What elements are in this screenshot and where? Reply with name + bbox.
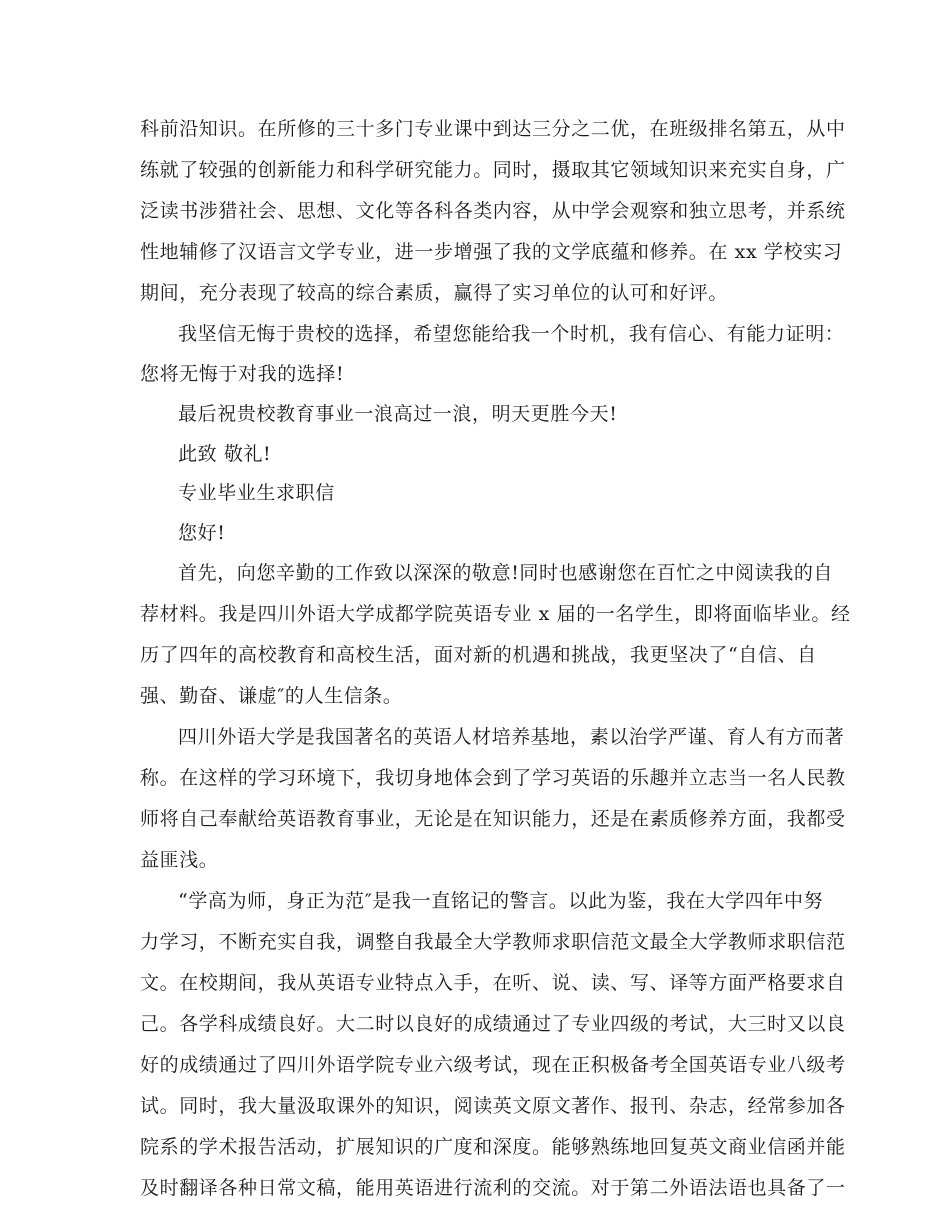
paragraph-line: 己。各学科成绩良好。大二时以良好的成绩通过了专业四级的考试，大三时又以良 <box>140 1013 846 1035</box>
paragraph-line: 好的成绩通过了四川外语学院专业六级考试，现在正积极备考全国英语专业八级考 <box>140 1054 846 1076</box>
paragraph-line: 师将自己奉献给英语教育事业，无论是在知识能力，还是在素质修养方面，我都受 <box>140 808 846 830</box>
paragraph-line: “学高为师，身正为范″是我一直铭记的警言。以此为鉴，我在大学四年中努 <box>178 890 824 912</box>
paragraph-line: 首先，向您辛勤的工作致以深深的敬意!同时也感谢您在百忙之中阅读我的自 <box>178 562 834 584</box>
paragraph-line: 力学习，不断充实自我，调整自我最全大学教师求职信范文最全大学教师求职信范 <box>140 931 846 953</box>
paragraph-line: 您将无悔于对我的选择! <box>140 363 345 385</box>
closing-salutation: 此致 敬礼! <box>178 443 272 465</box>
paragraph-line: 泛读书涉猎社会、思想、文化等各科各类内容，从中学会观察和独立思考，并系统 <box>140 200 846 222</box>
letter-title: 专业毕业生求职信 <box>178 482 335 504</box>
paragraph-line: 强、勤奋、谦虚″的人生信条。 <box>140 685 403 707</box>
paragraph-line: 最后祝贵校教育事业一浪高过一浪，明天更胜今天! <box>178 403 618 425</box>
paragraph-line: 荐材料。我是四川外语大学成都学院英语专业 x 届的一名学生，即将面临毕业。经 <box>140 603 851 625</box>
paragraph-line: 练就了较强的创新能力和科学研究能力。同时，摄取其它领域知识来充实自身，广 <box>140 159 846 181</box>
paragraph-line: 院系的学术报告活动，扩展知识的广度和深度。能够熟练地回复英文商业信函并能 <box>140 1136 846 1158</box>
paragraph-line: 历了四年的高校教育和高校生活，面对新的机遇和挑战，我更坚决了“自信、自 <box>140 644 817 666</box>
paragraph-line: 称。在这样的学习环境下，我切身地体会到了学习英语的乐趣并立志当一名人民教 <box>140 767 846 789</box>
paragraph-line: 及时翻译各种日常文稿，能用英语进行流利的交流。对于第二外语法语也具备了一 <box>140 1177 846 1199</box>
paragraph-line: 我坚信无悔于贵校的选择，希望您能给我一个时机，我有信心、有能力证明： <box>178 323 845 345</box>
paragraph-line: 试。同时，我大量汲取课外的知识，阅读英文原文著作、报刊、杂志，经常参加各 <box>140 1095 846 1117</box>
paragraph-line: 四川外语大学是我国著名的英语人材培养基地，素以治学严谨、育人有方而著 <box>178 726 845 748</box>
paragraph-line: 性地辅修了汉语言文学专业，进一步增强了我的文学底蕴和修养。在 xx 学校实习 <box>140 241 843 263</box>
paragraph-line: 期间，充分表现了较高的综合素质，赢得了实习单位的认可和好评。 <box>140 282 729 304</box>
paragraph-line: 益匪浅。 <box>140 849 219 871</box>
paragraph-line: 科前沿知识。在所修的三十多门专业课中到达三分之二优，在班级排名第五，从中 <box>140 118 846 140</box>
paragraph-line: 文。在校期间，我从英语专业特点入手，在听、说、读、写、译等方面严格要求自 <box>140 972 846 994</box>
greeting: 您好! <box>178 522 226 544</box>
